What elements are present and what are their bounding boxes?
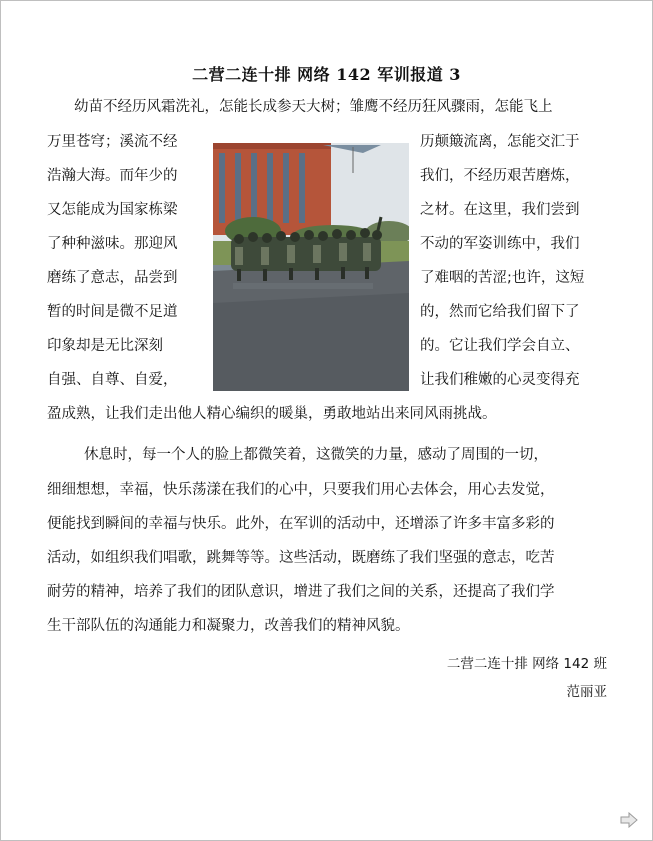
paragraph1-right-line: 历颠簸流离，怎能交汇于 (420, 134, 580, 150)
paragraph2-line: 细细想想，幸福，快乐荡漾在我们的心中，只要我们用心去体会，用心去发觉， (47, 482, 555, 498)
training-photo (213, 143, 409, 391)
paragraph1-right-line: 让我们稚嫩的心灵变得充 (420, 372, 580, 388)
paragraph1-right-line: 不动的军姿训练中，我们 (420, 236, 580, 252)
signature-class: 二营二连十排 网络 142 班 (446, 656, 607, 672)
paragraph1-left-line: 磨练了意志，品尝到 (47, 270, 178, 286)
paragraph1-left-line: 浩瀚大海。而年少的 (47, 168, 178, 184)
paragraph2-line: 便能找到瞬间的幸福与快乐。此外，在军训的活动中，还增添了许多丰富多彩的 (47, 516, 555, 532)
paragraph1-right-line: 了难咽的苦涩;也许，这短 (420, 270, 585, 286)
paragraph2-line: 活动，如组织我们唱歌，跳舞等等。这些活动，既磨练了我们坚强的意志，吃苦 (47, 550, 555, 566)
paragraph1-left-line: 印象却是无比深刻 (47, 338, 163, 354)
signature-author: 范丽亚 (566, 684, 607, 700)
paragraph1-left-line: 万里苍穹；溪流不经 (47, 134, 178, 150)
paragraph1-right-line: 我们，不经历艰苦磨炼， (420, 168, 580, 184)
paragraph1-right-line: 之材。在这里，我们尝到 (420, 202, 580, 218)
paragraph1-right-line: 的，然而它给我们留下了 (420, 304, 580, 320)
paragraph1-right-line: 的。它让我们学会自立、 (420, 338, 580, 354)
paragraph2-line: 休息时，每一个人的脸上都微笑着，这微笑的力量，感动了周围的一切， (84, 447, 548, 463)
paragraph2-line: 耐劳的精神，培养了我们的团队意识，增进了我们之间的关系，还提高了我们学 (47, 584, 555, 600)
paragraph1-last-line: 盈成熟，让我们走出他人精心编织的暖巢，勇敢地站出来同风雨挑战。 (47, 406, 497, 422)
arrow-right-icon[interactable] (620, 812, 638, 828)
paragraph1-line1: 幼苗不经历风霜洗礼，怎能长成参天大树；雏鹰不经历狂风骤雨，怎能飞上 (74, 99, 553, 115)
paragraph1-left-line: 又怎能成为国家栋梁 (47, 202, 178, 218)
article-title: 二营二连十排 网络 142 军训报道 3 (192, 65, 461, 84)
paragraph1-left-line: 自强、自尊、自爱， (47, 372, 178, 388)
paragraph1-left-line: 了种种滋味。那迎风 (47, 236, 178, 252)
paragraph1-left-line: 暂的时间是微不足道 (47, 304, 178, 320)
paragraph2-line: 生干部队伍的沟通能力和凝聚力，改善我们的精神风貌。 (47, 618, 410, 634)
